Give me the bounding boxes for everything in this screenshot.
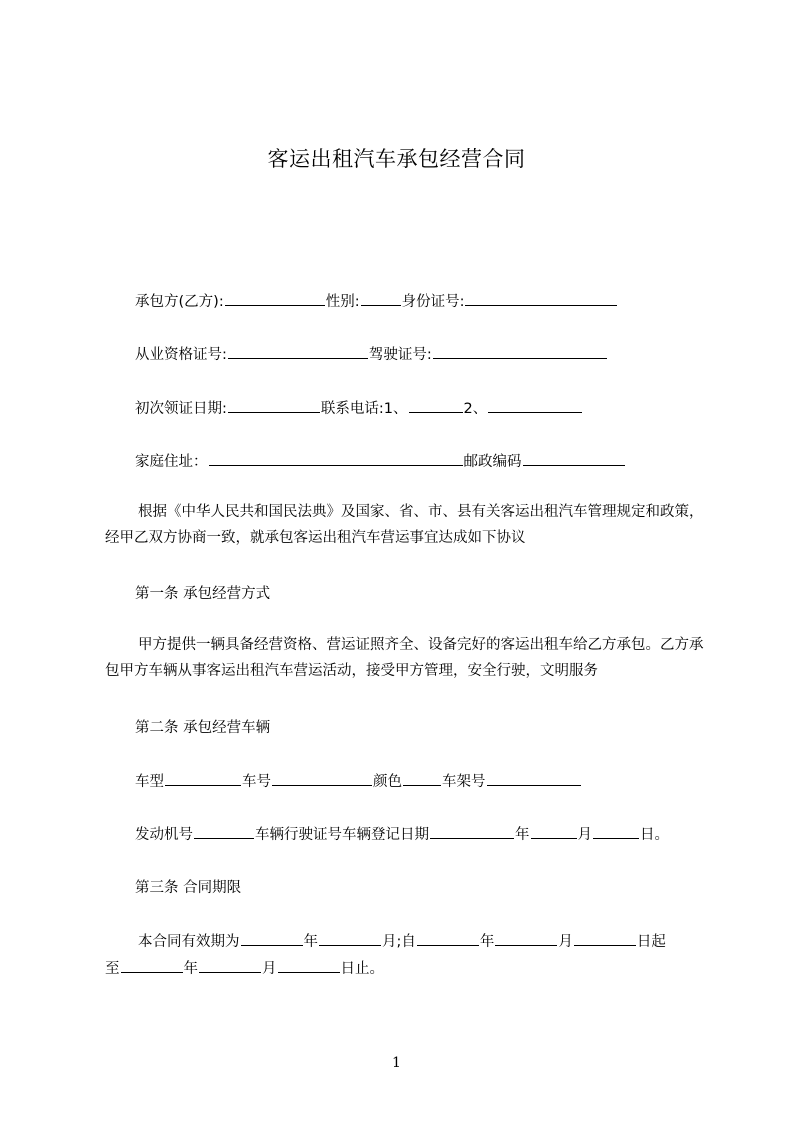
first-issue-blank <box>228 398 320 413</box>
address-line <box>135 451 626 472</box>
frame-label: 车架号 <box>442 774 486 790</box>
issue-line <box>135 398 583 419</box>
end-month-label: 月 <box>262 961 277 977</box>
plate-label: 车号 <box>242 774 271 790</box>
registration-day-blank <box>593 824 639 839</box>
document-title: 客运出租汽车承包经营合同 <box>267 147 526 171</box>
address-blank <box>209 451 463 466</box>
start-month-blank <box>495 931 557 946</box>
phone-label: 联系电话:1、 <box>320 401 408 417</box>
intro-paragraph: 根据《中华人民共和国民法典》及国家、省、市、县有关客运出租汽车管理规定和政策，经甲乙双方协商一致，就承包客运出租汽车营运事宜达成如下协议 <box>105 504 704 546</box>
party-label: 承包方(乙方): <box>135 294 224 310</box>
postcode-blank <box>523 451 625 466</box>
qualification-label: 从业资格证号: <box>135 347 227 363</box>
id-blank <box>465 291 617 306</box>
end-year-blank <box>121 958 183 973</box>
year-label: 年 <box>515 827 530 843</box>
term-years-blank <box>241 931 303 946</box>
phone-second-label: 2、 <box>463 401 488 417</box>
phone2-blank <box>488 398 582 413</box>
day-label: 日。 <box>640 827 669 843</box>
gender-blank <box>361 291 401 306</box>
term-prefix: 本合同有效期为 <box>138 934 240 950</box>
start-month-label: 月 <box>558 934 573 950</box>
article1-heading: 第一条 承包经营方式 <box>135 586 271 602</box>
registration-month-blank <box>531 824 577 839</box>
page-number: 1 <box>392 1055 401 1071</box>
end-day-blank <box>278 958 340 973</box>
gender-label: 性别: <box>325 294 360 310</box>
contractor-line <box>135 291 618 312</box>
qualification-blank <box>228 344 368 359</box>
party-name-blank <box>225 291 325 306</box>
engine-blank <box>194 824 254 839</box>
end-month-blank <box>199 958 261 973</box>
article3-heading: 第三条 合同期限 <box>135 880 242 896</box>
vehicle-line <box>135 771 582 792</box>
postcode-label: 邮政编码 <box>463 454 522 470</box>
color-blank <box>403 771 441 786</box>
month-label: 月 <box>577 827 592 843</box>
start-year-blank <box>417 931 479 946</box>
end-year-label: 年 <box>183 961 198 977</box>
license-line <box>135 344 608 365</box>
term-line-1 <box>138 931 666 952</box>
start-day-blank <box>574 931 636 946</box>
driver-license-blank <box>433 344 607 359</box>
first-issue-label: 初次领证日期: <box>135 401 227 417</box>
term-line-2 <box>105 958 384 979</box>
start-year-label: 年 <box>479 934 495 950</box>
model-label: 车型 <box>135 774 164 790</box>
id-label: 身份证号: <box>401 294 465 310</box>
address-label: 家庭住址： <box>135 454 208 470</box>
term-month-from-label: 月;自 <box>382 934 416 950</box>
engine-line <box>135 824 669 845</box>
start-day-label: 日起 <box>636 934 666 950</box>
registration-year-blank <box>430 824 514 839</box>
color-label: 颜色 <box>373 774 402 790</box>
article2-heading: 第二条 承包经营车辆 <box>135 720 271 736</box>
engine-label: 发动机号 <box>135 827 193 843</box>
driver-license-label: 驾驶证号: <box>368 347 432 363</box>
term-year-label: 年 <box>303 934 318 950</box>
end-prefix: 至 <box>105 961 120 977</box>
model-blank <box>165 771 241 786</box>
registration-label: 车辆行驶证号车辆登记日期 <box>255 827 429 843</box>
term-months-blank <box>319 931 381 946</box>
article1-text: 甲方提供一辆具备经营资格、营运证照齐全、设备完好的客运出租车给乙方承包。乙方承包甲方车辆从事客运出租汽车营运活动，接受甲方管理，安全行驶，文明服务 <box>105 637 704 679</box>
plate-blank <box>272 771 372 786</box>
end-day-label: 日止。 <box>340 961 384 977</box>
phone1-blank <box>409 398 463 413</box>
frame-blank <box>487 771 581 786</box>
